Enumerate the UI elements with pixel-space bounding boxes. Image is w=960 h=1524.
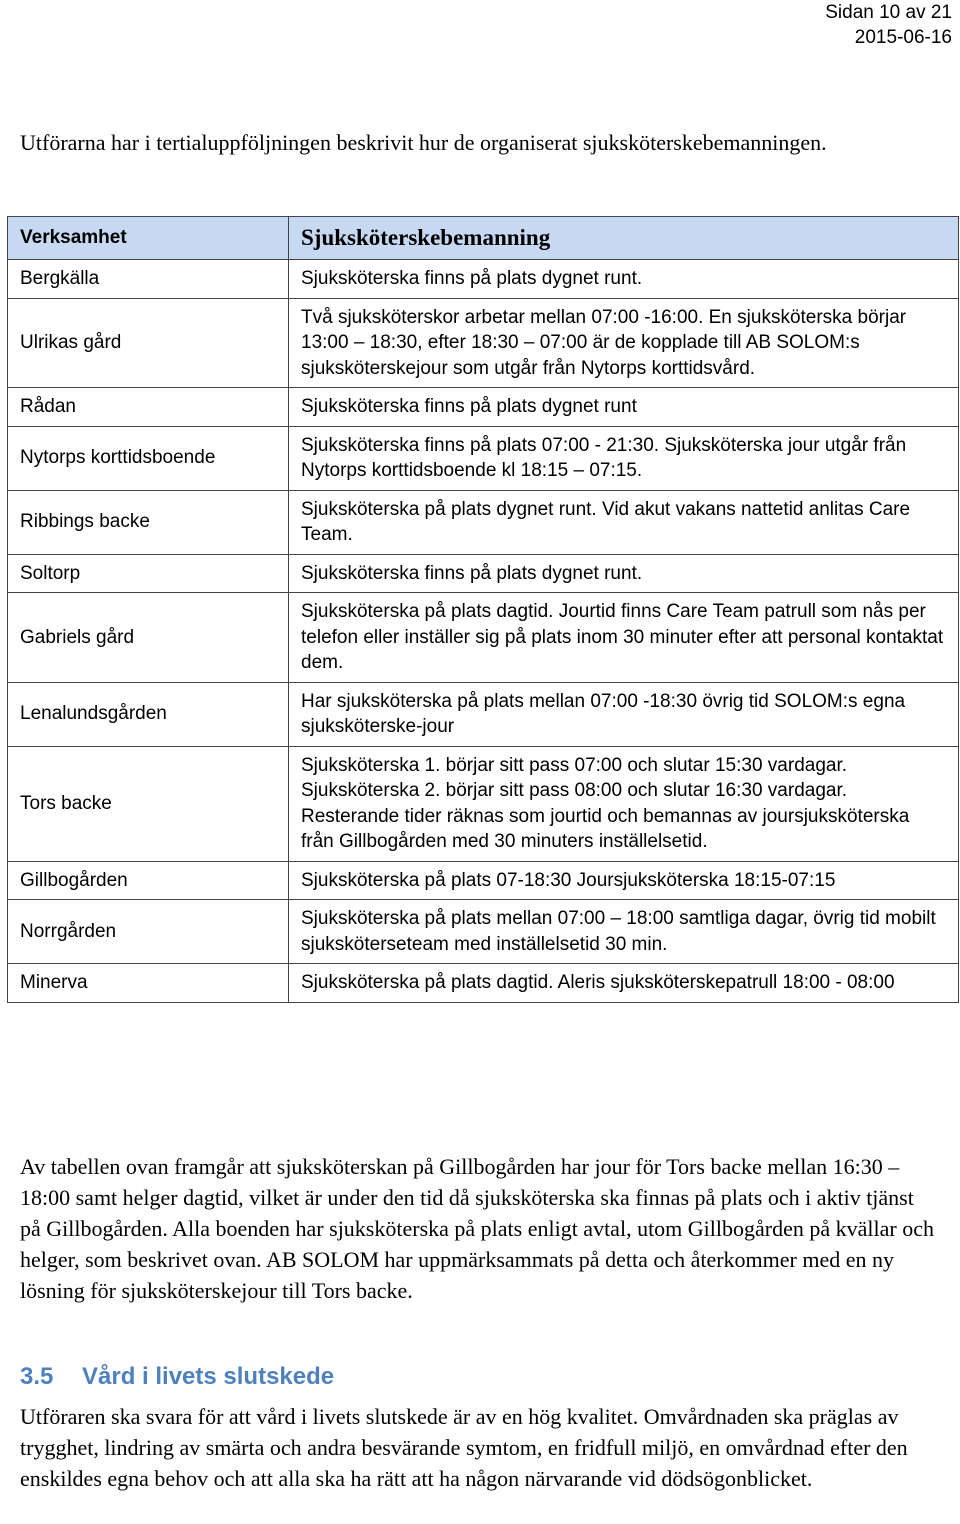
column-header-sjukskoterskebemanning: Sjuksköterskebemanning	[289, 217, 959, 260]
cell-verksamhet: Soltorp	[8, 554, 289, 593]
cell-bemanning: Sjuksköterska finns på plats dygnet runt.	[289, 260, 959, 299]
cell-bemanning: Sjuksköterska finns på plats dygnet runt.	[289, 554, 959, 593]
bemanning-line: Sjuksköterska 1. börjar sitt pass 07:00 och slutar 15:30 vardagar.	[301, 754, 848, 776]
intro-paragraph: Utförarna har i tertialuppföljningen beskrivit hur de organiserat sjuksköterskebemanningen.	[20, 130, 827, 155]
cell-bemanning	[289, 746, 959, 861]
staffing-table	[7, 216, 959, 1003]
table-row	[8, 260, 959, 299]
table-row	[8, 554, 959, 593]
table-row	[8, 490, 959, 554]
table-row	[8, 298, 959, 388]
cell-verksamhet: Lenalundsgården	[8, 682, 289, 746]
table-row	[8, 593, 959, 683]
cell-bemanning: Sjuksköterska finns på plats 07:00 - 21:30. Sjuksköterska jour utgår från Nytorps korttidsboende kl 18:15 – 07:15.	[289, 426, 959, 490]
page-header	[825, 0, 952, 50]
section-number: 3.5	[20, 1363, 54, 1390]
cell-bemanning: Sjuksköterska finns på plats dygnet runt	[289, 388, 959, 427]
table-row	[8, 746, 959, 861]
table-header-row	[8, 217, 959, 260]
table-row	[8, 682, 959, 746]
cell-bemanning: Två sjuksköterskor arbetar mellan 07:00 -16:00. En sjuksköterska börjar 13:00 – 18:30, efter 18:30 – 07:00 är de kopplade till AB SOLOM:s sjuksköterskejour som utgår från Nytorps korttidsvård.	[289, 298, 959, 388]
cell-verksamhet: Tors backe	[8, 746, 289, 861]
cell-bemanning: Sjuksköterska på plats mellan 07:00 – 18:00 samtliga dagar, övrig tid mobilt sjuksköterseteam med inställelsetid 30 min.	[289, 900, 959, 964]
table-row	[8, 426, 959, 490]
bemanning-line: Sjuksköterska 2. börjar sitt pass 08:00 och slutar 16:30 vardagar.	[301, 780, 848, 801]
table-row	[8, 388, 959, 427]
body-paragraph: Utföraren ska svara för att vård i livets slutskede är av en hög kvalitet. Omvårdnaden ska präglas av trygghet, lindring av smärta och andra besvärande symtom, en fridfull miljö, en omvårdnad efter den enskildes egna behov och att alla ska ha rätt att ha någon närvarande vid dödsögonblicket.	[20, 1404, 908, 1491]
cell-verksamhet: Minerva	[8, 964, 289, 1003]
cell-bemanning: Har sjuksköterska på plats mellan 07:00 -18:30 övrig tid SOLOM:s egna sjuksköterske-jour	[289, 682, 959, 746]
cell-bemanning: Sjuksköterska på plats 07-18:30 Joursjuksköterska 18:15-07:15	[289, 861, 959, 900]
section-title: Vård i livets slutskede	[82, 1363, 335, 1390]
table-row	[8, 861, 959, 900]
cell-verksamhet: Ulrikas gård	[8, 298, 289, 388]
cell-verksamhet: Gillbogården	[8, 861, 289, 900]
page-number: Sidan 10 av 21	[825, 2, 952, 23]
body-paragraph: Av tabellen ovan framgår att sjuksköterskan på Gillbogården har jour för Tors backe mellan 16:30 – 18:00 samt helger dagtid, vilket är under den tid då sjuksköterska ska finnas på plats och i aktiv tjänst på Gillbogården. Alla boenden har sjuksköterska på plats enligt avtal, utom Gillbogården på kvällar och helger, som beskrivet ovan. AB SOLOM har uppmärksammats på detta och återkommer med en ny lösning för sjuksköterskejour till Tors backe.	[20, 1154, 934, 1303]
document-date: 2015-06-16	[854, 27, 952, 48]
table-row	[8, 900, 959, 964]
cell-verksamhet: Gabriels gård	[8, 593, 289, 683]
cell-bemanning: Sjuksköterska på plats dygnet runt. Vid akut vakans nattetid anlitas Care Team.	[289, 490, 959, 554]
cell-verksamhet: Rådan	[8, 388, 289, 427]
cell-bemanning: Sjuksköterska på plats dagtid. Aleris sjuksköterskepatrull 18:00 - 08:00	[289, 964, 959, 1003]
cell-bemanning: Sjuksköterska på plats dagtid. Jourtid finns Care Team patrull som nås per telefon eller inställer sig på plats inom 30 minuter efter att personal kontaktat dem.	[289, 593, 959, 683]
column-header-verksamhet: Verksamhet	[8, 217, 289, 260]
cell-verksamhet: Ribbings backe	[8, 490, 289, 554]
section-heading	[20, 1362, 334, 1392]
cell-verksamhet: Norrgården	[8, 900, 289, 964]
table-row	[8, 964, 959, 1003]
cell-verksamhet: Bergkälla	[8, 260, 289, 299]
cell-verksamhet: Nytorps korttidsboende	[8, 426, 289, 490]
bemanning-line: Resterande tider räknas som jourtid och bemannas av joursjuksköterska från Gillbogården med 30 minuters inställelsetid.	[301, 805, 910, 852]
